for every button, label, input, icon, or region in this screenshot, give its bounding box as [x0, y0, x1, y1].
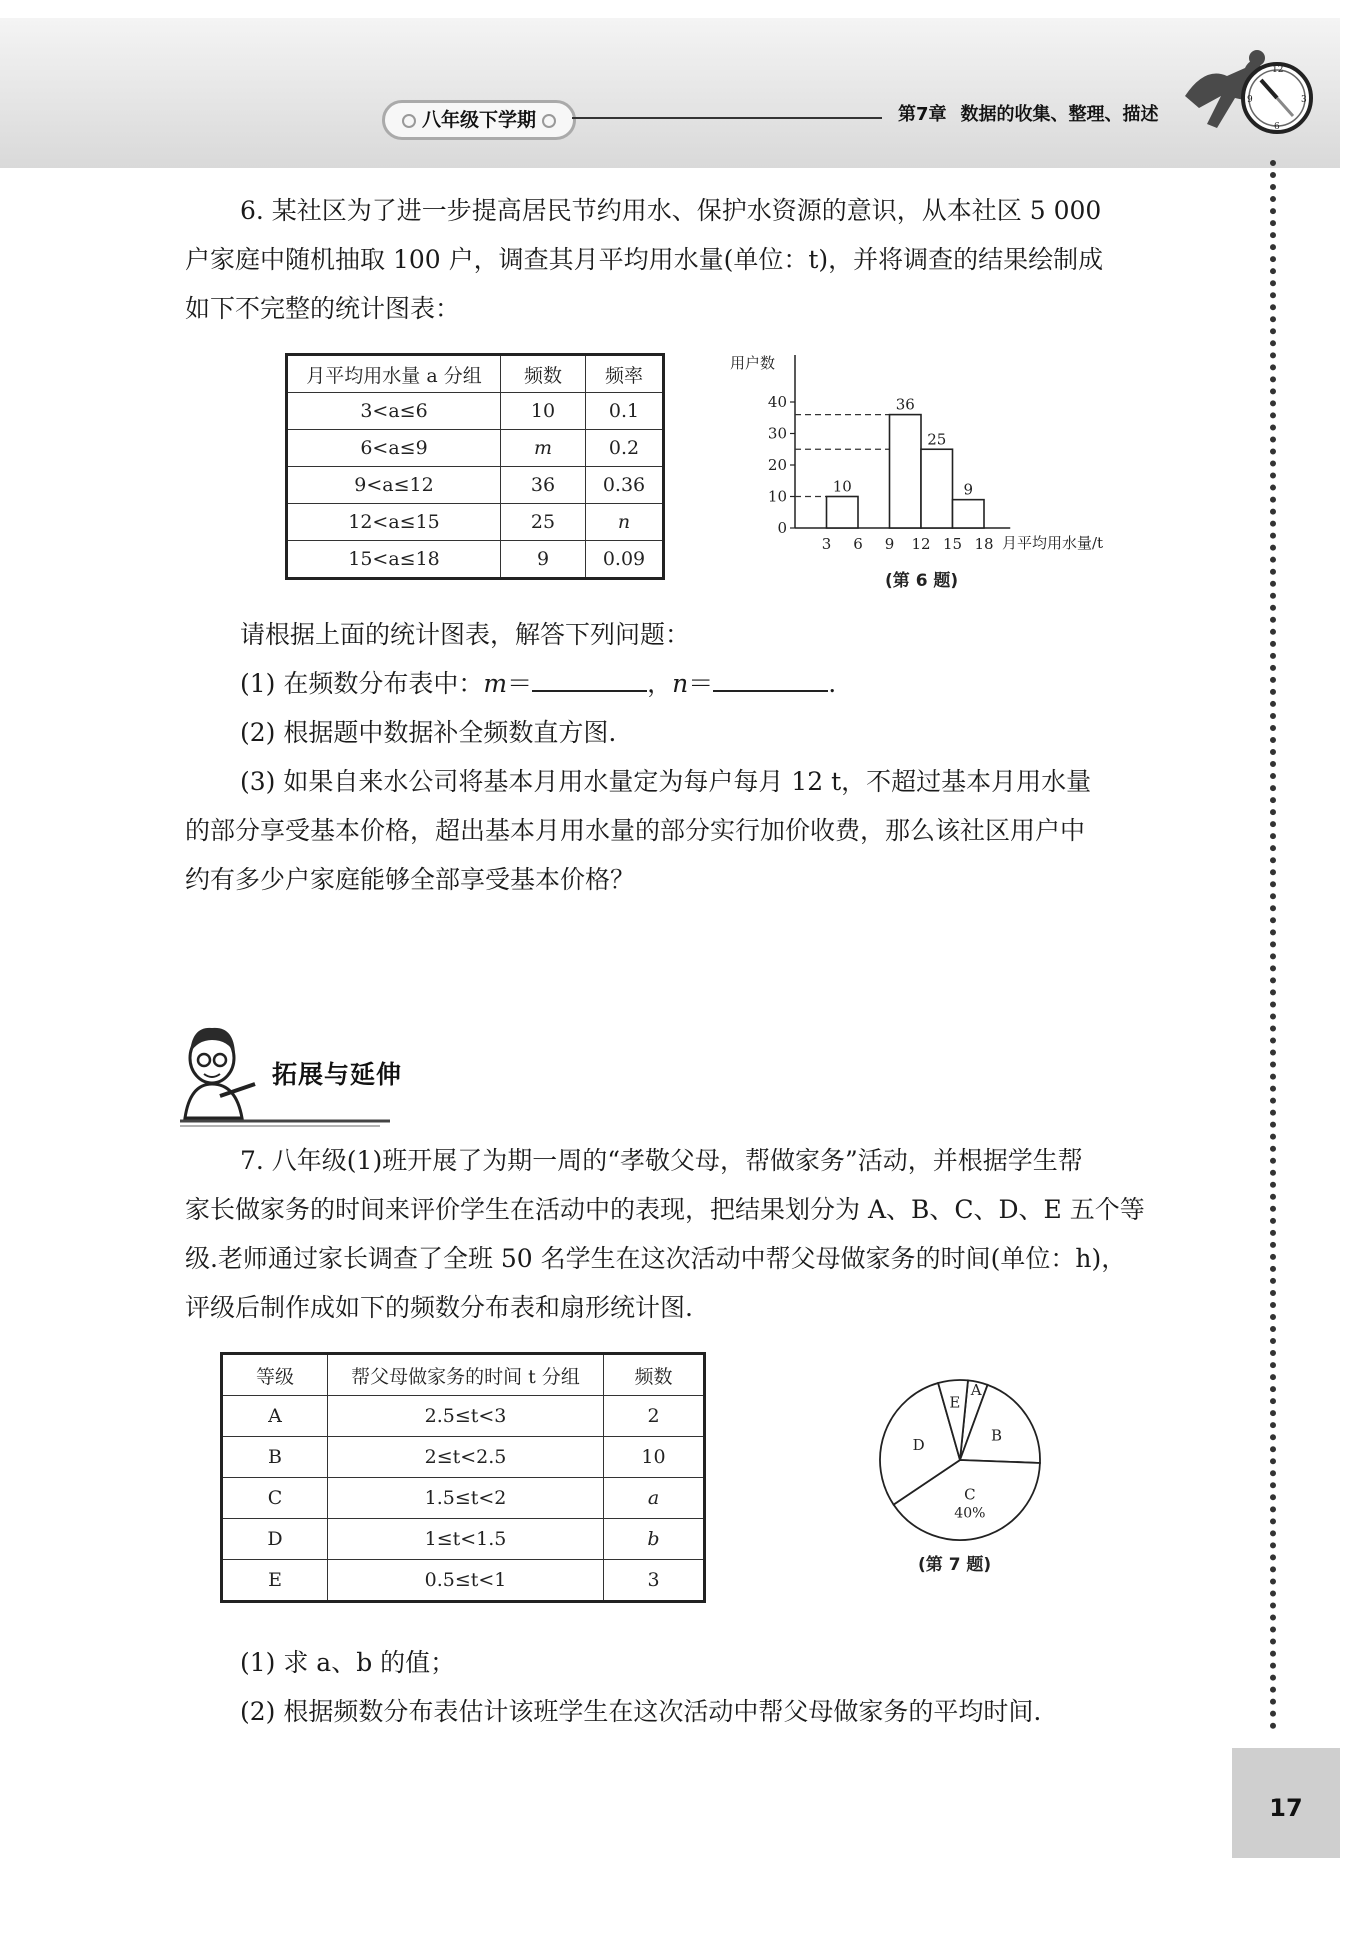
answer-blank[interactable]	[532, 666, 647, 692]
header-band	[0, 18, 1340, 168]
x-tick-label: 12	[911, 535, 931, 553]
table-row	[222, 1560, 705, 1602]
table-row	[222, 1519, 705, 1560]
q7-intro-line: 7. 八年级(1)班开展了为期一周的“孝敬父母，帮做家务”活动，并根据学生帮	[240, 1146, 1083, 1175]
table-cell: B	[222, 1437, 328, 1478]
grade-badge	[382, 100, 576, 140]
table-cell: 1.5≤t<2	[328, 1478, 604, 1519]
table-row	[222, 1396, 705, 1437]
table-cell: 1≤t<1.5	[328, 1519, 604, 1560]
y-axis-label: 用户数	[730, 354, 776, 372]
circle-dot-icon	[402, 114, 416, 128]
table-header: 频数	[604, 1354, 705, 1396]
chapter-heading	[898, 100, 1159, 126]
pie-slice-label: A	[970, 1380, 982, 1399]
q6-lead: 请根据上面的统计图表，解答下列问题：	[240, 620, 691, 649]
pie-percent-label: 40%	[954, 1505, 986, 1522]
x-tick-label: 18	[974, 535, 994, 553]
table-row	[287, 393, 664, 430]
q7-intro-line: 级.老师通过家长调查了全班 50 名学生在这次活动中帮父母做家务的时间(单位：h)，	[185, 1244, 1127, 1273]
section-title: 拓展与延伸	[272, 1060, 403, 1089]
q6-questions	[185, 610, 1185, 904]
q7-frequency-table	[220, 1352, 706, 1603]
period: .	[828, 669, 837, 698]
bar-value-label: 25	[927, 430, 947, 449]
table-cell: A	[222, 1396, 328, 1437]
x-tick-label: 15	[942, 535, 963, 553]
table-cell: 0.36	[586, 467, 664, 504]
q7-chart-caption: (第 7 题)	[918, 1555, 992, 1575]
bar-value-label: 9	[963, 480, 974, 499]
table-cell: 9<a≤12	[287, 467, 501, 504]
q6-sub1	[185, 659, 1185, 708]
table-cell: E	[222, 1560, 328, 1602]
table-cell: a	[604, 1478, 705, 1519]
table-cell: D	[222, 1519, 328, 1560]
table-cell: 36	[501, 467, 586, 504]
table-row	[287, 541, 664, 579]
table-cell: n	[586, 504, 664, 541]
table-header-row	[222, 1354, 705, 1396]
q7-intro	[185, 1136, 1185, 1332]
page-dotted-border	[1270, 160, 1276, 1730]
table-cell: 9	[501, 541, 586, 579]
q7-sub1: (1) 求 a、b 的值；	[240, 1648, 456, 1677]
q6-intro	[185, 186, 1185, 333]
table-row	[222, 1478, 705, 1519]
table-cell: 25	[501, 504, 586, 541]
q6-frequency-table	[285, 353, 665, 580]
bar-value-label: 10	[832, 477, 852, 496]
histogram-bar	[827, 497, 859, 529]
table-cell: 2	[604, 1396, 705, 1437]
grade-label: 八年级下学期	[421, 109, 536, 131]
q7-questions	[185, 1638, 1185, 1736]
header-rule	[572, 117, 882, 119]
var-n: n	[672, 669, 689, 698]
table-cell: 3	[604, 1560, 705, 1602]
y-tick-label: 30	[767, 424, 787, 443]
table-cell: 2≤t<2.5	[328, 1437, 604, 1478]
table-row	[287, 504, 664, 541]
q6-sub1-text: (1) 在频数分布表中：	[240, 669, 484, 698]
q7-sub2: (2) 根据频数分布表估计该班学生在这次活动中帮父母做家务的平均时间.	[240, 1697, 1042, 1726]
table-header: 等级	[222, 1354, 328, 1396]
svg-text:9: 9	[1247, 95, 1253, 105]
equals-sign: ＝	[507, 669, 533, 698]
q6-intro-line: 户家庭中随机抽取 100 户，调查其月平均用水量(单位：t)，并将调查的结果绘制成	[185, 245, 1104, 274]
runner-compass-icon	[1165, 36, 1315, 156]
y-tick-label: 10	[767, 487, 787, 506]
table-cell: C	[222, 1478, 328, 1519]
page-number: 17	[1232, 1748, 1340, 1858]
table-cell: 0.1	[586, 393, 664, 430]
table-cell: 12<a≤15	[287, 504, 501, 541]
pie-slice-label: C	[964, 1485, 976, 1504]
table-header: 频数	[501, 355, 586, 393]
table-row	[222, 1437, 705, 1478]
pie-slice-label: D	[912, 1435, 925, 1454]
pie-slice-label: B	[991, 1426, 1003, 1445]
x-tick-label: 9	[884, 535, 895, 553]
q6-sub3: 约有多少户家庭能够全部享受基本价格？	[185, 865, 636, 894]
svg-text:3: 3	[1301, 95, 1307, 105]
y-tick-label: 0	[777, 519, 787, 537]
table-cell: 0.5≤t<1	[328, 1560, 604, 1602]
q6-sub3: 的部分享受基本价格，超出基本月用水量的部分实行加价收费，那么该社区用户中	[185, 816, 1086, 845]
table-header: 月平均用水量 a 分组	[287, 355, 501, 393]
pie-slice-label: E	[949, 1393, 961, 1412]
equals-sign: ＝	[688, 669, 714, 698]
table-cell: m	[501, 430, 586, 467]
q7-intro-line: 家长做家务的时间来评价学生在活动中的表现，把结果划分为 A、B、C、D、E 五个等	[185, 1195, 1145, 1224]
q6-sub2: (2) 根据题中数据补全频数直方图.	[240, 718, 617, 747]
histogram-bar	[921, 449, 953, 528]
x-tick-label: 3	[821, 535, 832, 553]
table-cell: 6<a≤9	[287, 430, 501, 467]
table-header: 帮父母做家务的时间 t 分组	[328, 1354, 604, 1396]
q6-intro-line: 6. 某社区为了进一步提高居民节约用水、保护水资源的意识，从本社区 5 000	[240, 196, 1102, 225]
table-row	[287, 430, 664, 467]
answer-blank[interactable]	[713, 666, 828, 692]
table-cell: 3<a≤6	[287, 393, 501, 430]
x-axis-label: 月平均用水量/t	[1002, 534, 1104, 552]
chapter-title: 数据的收集、整理、描述	[960, 104, 1159, 125]
y-tick-label: 40	[767, 393, 787, 411]
table-cell: 0.09	[586, 541, 664, 579]
circle-dot-icon	[542, 114, 556, 128]
svg-text:12: 12	[1272, 65, 1284, 75]
histogram-bar	[953, 500, 985, 528]
table-cell: 0.2	[586, 430, 664, 467]
table-cell: b	[604, 1519, 705, 1560]
q6-intro-line: 如下不完整的统计图表：	[185, 294, 461, 323]
svg-text:6: 6	[1274, 122, 1280, 132]
table-cell: 15<a≤18	[287, 541, 501, 579]
table-header: 频率	[586, 355, 664, 393]
y-tick-label: 20	[767, 456, 787, 474]
separator: ，	[647, 669, 673, 698]
table-cell: 10	[501, 393, 586, 430]
table-cell: 10	[604, 1437, 705, 1478]
chapter-number: 第7章	[898, 104, 947, 125]
bar-value-label: 36	[895, 395, 915, 414]
q6-chart-caption: (第 6 题)	[885, 571, 959, 591]
q6-sub3: (3) 如果自来水公司将基本月用水量定为每户每月 12 t，不超过基本月用水量	[240, 767, 1092, 796]
histogram-bar	[890, 415, 922, 528]
x-tick-label: 6	[853, 535, 863, 553]
q7-pie-chart	[855, 1355, 1075, 1575]
table-cell: 2.5≤t<3	[328, 1396, 604, 1437]
table-header-row	[287, 355, 664, 393]
q7-intro-line: 评级后制作成如下的频数分布表和扇形统计图.	[185, 1293, 693, 1322]
q6-histogram	[720, 345, 1140, 555]
var-m: m	[483, 669, 508, 698]
table-row	[287, 467, 664, 504]
